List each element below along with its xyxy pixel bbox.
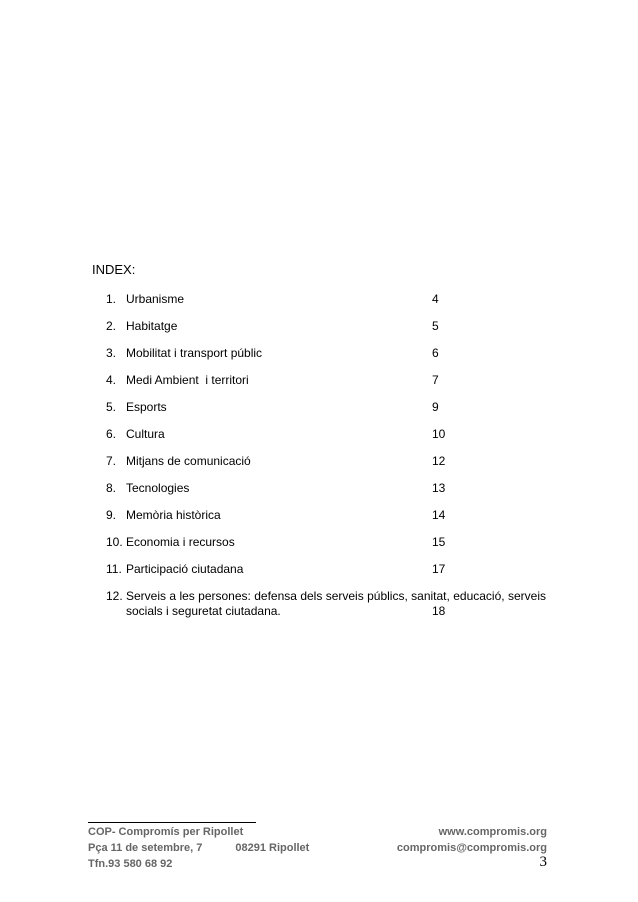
toc-item-label: Esports: [126, 400, 167, 414]
toc-item-number: 8.: [106, 481, 117, 495]
toc-item-page: 18: [432, 604, 446, 618]
toc-item-page: 17: [432, 562, 446, 576]
footer-web: [397, 824, 547, 856]
footer-email-link[interactable]: compromis@compromis.org: [396, 842, 547, 854]
footer-address-city: 08291 Ripollet: [235, 842, 310, 854]
toc-item-number: 11.: [106, 562, 122, 576]
toc-item-label: Mobilitat i transport públic: [126, 346, 263, 360]
toc-item-number: 2.: [106, 319, 117, 333]
footer-phone: Tfn.93 580 68 92: [88, 858, 173, 870]
toc-item-page: 6: [432, 346, 439, 360]
toc-item-page: 15: [432, 535, 446, 549]
toc-item-number: 3.: [106, 346, 117, 360]
toc-item-number: 5.: [106, 400, 117, 414]
footer-address-street: Pça 11 de setembre, 7: [88, 842, 203, 854]
toc-item-number: 4.: [106, 373, 117, 387]
toc-item-page: 10: [432, 427, 446, 441]
footer-website-link[interactable]: www.compromis.org: [438, 826, 547, 838]
toc-item-label-line2: socials i seguretat ciutadana.: [126, 604, 281, 618]
toc-item-label: Medi Ambient i territori: [126, 373, 249, 387]
toc-item-number: 10.: [106, 535, 123, 549]
toc-item-page: 12: [432, 454, 446, 468]
toc-item-label: Tecnologies: [126, 481, 190, 495]
footer-address: [88, 840, 309, 856]
toc-item-number: 7.: [106, 454, 117, 468]
toc-item-page: 4: [432, 292, 439, 306]
index-heading: INDEX:: [92, 262, 136, 277]
toc-item-number: 6.: [106, 427, 117, 441]
page-number: 3: [539, 854, 547, 870]
toc-item-label: [126, 589, 546, 619]
toc-item-number: 9.: [106, 508, 117, 522]
toc-item-label: Urbanisme: [126, 292, 185, 306]
toc-item-label: Cultura: [126, 427, 165, 441]
toc-item-page: 5: [432, 319, 439, 333]
toc-item-page: 14: [432, 508, 446, 522]
toc-item-label: Memòria històrica: [126, 508, 221, 522]
toc-item-number: 1.: [106, 292, 117, 306]
toc-item-label: Economia i recursos: [126, 535, 235, 549]
toc-item-label: Participació ciutadana: [126, 562, 244, 576]
toc-item-label-line1: Serveis a les persones: defensa dels serveis públics, sanitat, educació, serveis: [126, 589, 546, 603]
toc-item-page: 9: [432, 400, 439, 414]
toc-item-label: Habitatge: [126, 319, 178, 333]
footer-divider: [88, 822, 256, 823]
toc-item-page: 7: [432, 373, 439, 387]
toc-item-page: 13: [432, 481, 446, 495]
toc-item-number: 12.: [106, 589, 123, 603]
footer-contact: [88, 824, 309, 872]
footer-org: COP- Compromís per Ripollet: [88, 826, 244, 838]
toc-item-label: Mitjans de comunicació: [126, 454, 251, 468]
